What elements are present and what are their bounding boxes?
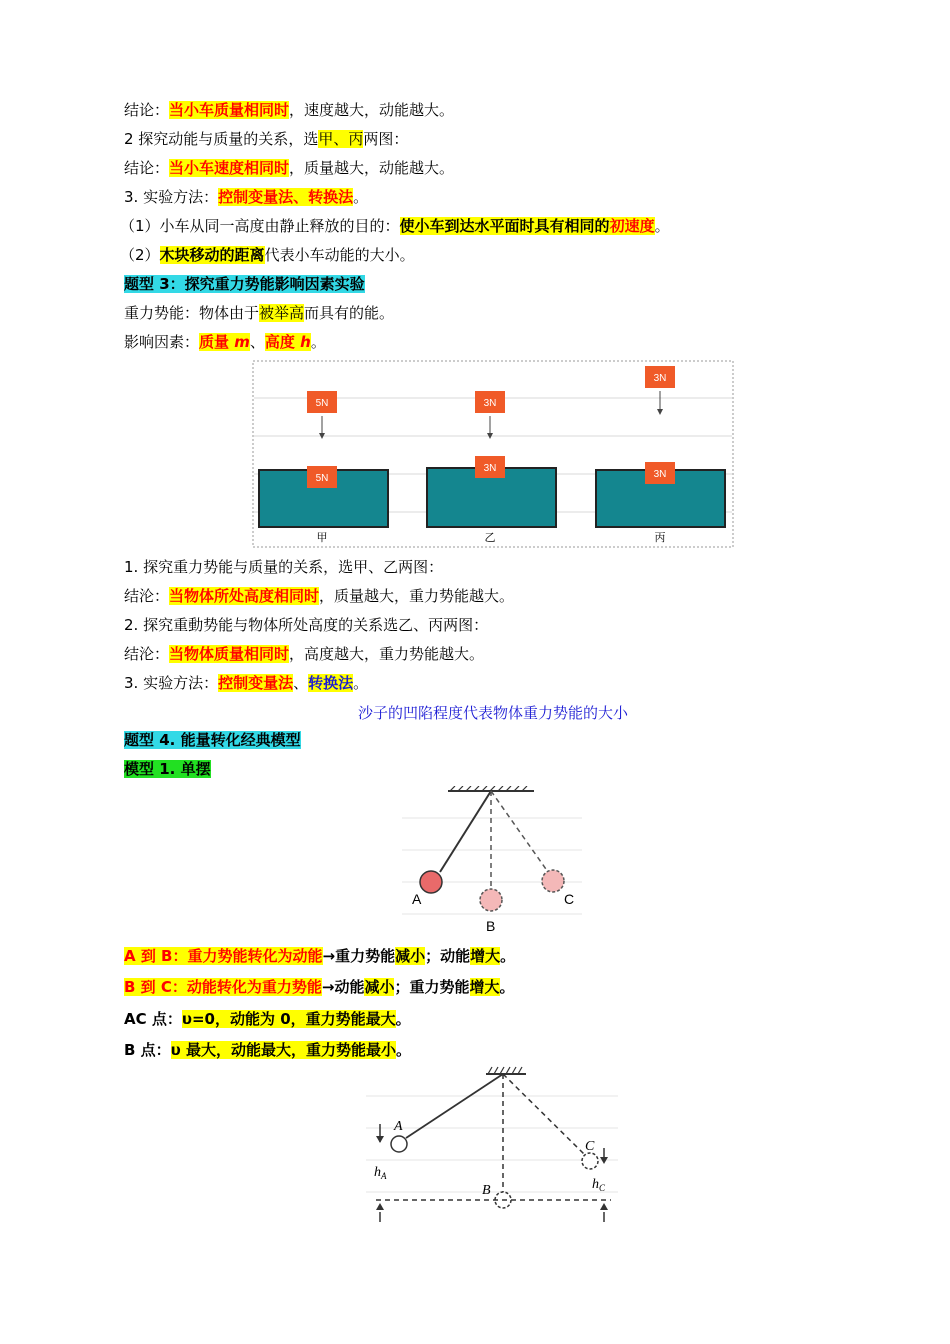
buried-label-jia: 5N [315, 473, 329, 484]
label-jia: 甲 [316, 531, 328, 544]
label-b: B [486, 918, 496, 934]
label2-hc: $h_C$ [592, 1177, 606, 1193]
gpe-definition: 重力势能：物体由于被举高而具有的能。 [124, 304, 395, 322]
factors-line: 影响因素：质量 m、高度 h。 [124, 333, 326, 351]
conclusion-mass: 结论：当小车速度相同时，质量越大，动能越大。 [124, 159, 455, 177]
ball-c [542, 870, 564, 892]
a-to-b-line: A 到 B：重力势能转化为动能→重力势能减小；动能增大。 [124, 947, 516, 965]
model-1-heading: 模型 1. 单摆 [124, 760, 211, 778]
label-bing: 丙 [654, 531, 666, 544]
gpe-conclusion-height: 结沦：当物体质量相同时，高度越大，重力势能越大。 [124, 645, 485, 663]
buried-label-yi: 3N [483, 463, 497, 474]
label-c: C [564, 891, 575, 907]
ball2-c [582, 1153, 598, 1169]
b-point-line: B 点：υ 最大，动能最大，重力势能最小。 [124, 1041, 412, 1059]
buried-label-bing: 3N [653, 469, 667, 480]
purpose-line: （1）小车从同一高度由静止释放的目的：使小车到达水平面时具有相同的初速度。 [120, 217, 670, 235]
sand-experiment-figure [252, 360, 734, 548]
gpe-height-heading: 2. 探究重動势能与物体所处高度的关系选乙、丙两图： [124, 616, 489, 634]
distance-line: （2）木块移动的距离代表小车动能的大小。 [120, 246, 415, 264]
gpe-mass-heading: 1. 探究重力势能与质量的关系，选甲、乙两图： [124, 558, 444, 576]
b-to-c-line: B 到 C：动能转化为重力势能→动能减小；重力势能增大。 [124, 978, 515, 996]
mass-relation-heading: 2 探究动能与质量的关系，选甲、丙两图： [124, 130, 409, 148]
section-heading-3: 题型 3：探究重力势能影响因素实验 [124, 275, 365, 293]
gpe-method: 3. 实验方法：控制变量法、转换法。 [124, 674, 369, 692]
ball2-a [391, 1136, 407, 1152]
weight-label-yi: 3N [483, 398, 497, 409]
label2-b: B [482, 1183, 491, 1198]
ac-point-line: AC 点：υ=0，动能为 0，重力势能最大。 [124, 1010, 411, 1028]
label2-a: A [394, 1119, 403, 1134]
section-heading-4: 题型 4. 能量转化经典模型 [124, 731, 301, 749]
label2-c: C [585, 1139, 595, 1154]
conclusion-speed: 结论：当小车质量相同时，速度越大，动能越大。 [124, 101, 455, 119]
pendulum-figure-2 [366, 1064, 618, 1224]
label-a: A [412, 891, 422, 907]
weight-label-bing: 3N [653, 373, 667, 384]
gpe-conclusion-mass: 结沦：当物体所处高度相同时，质量越大，重力势能越大。 [124, 587, 515, 605]
sand-depression-note: 沙子的凹陷程度代表物体重力势能的大小 [358, 704, 629, 722]
ball-b [480, 889, 502, 911]
label2-ha: $h_A$ [374, 1165, 387, 1181]
ball-a [420, 871, 442, 893]
method-line: 3. 实验方法：控制变量法、转换法。 [124, 188, 369, 206]
pendulum-figure-1 [402, 786, 582, 938]
weight-label-jia: 5N [315, 398, 329, 409]
label-yi: 乙 [484, 531, 496, 544]
